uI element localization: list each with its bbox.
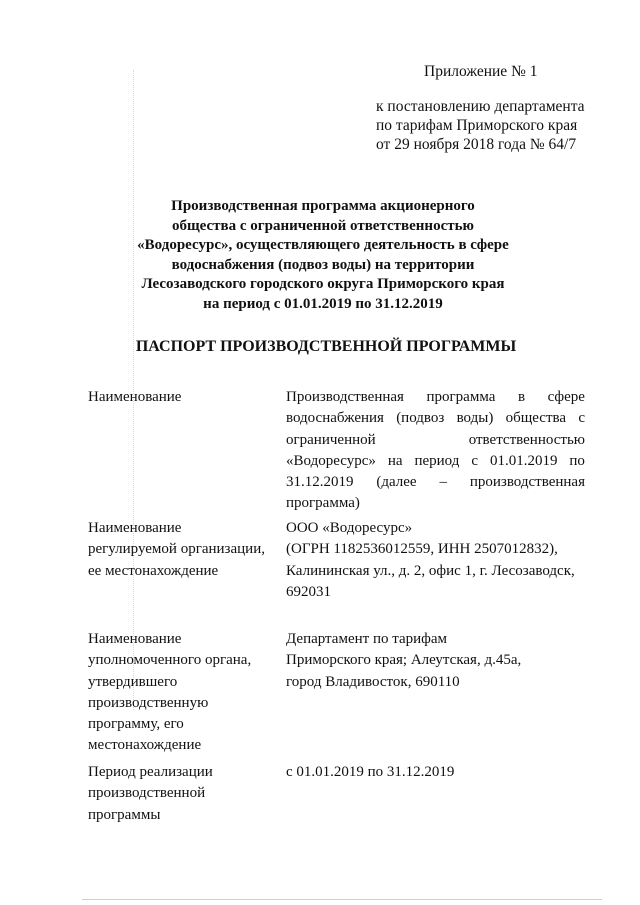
row-value-line — [286, 408, 585, 429]
row-label-line: производственной — [88, 785, 206, 802]
row-value-word: Производственная — [286, 389, 404, 405]
row-value-word: – — [439, 474, 447, 491]
row-value-word: производственная — [469, 474, 585, 491]
row-label — [88, 629, 278, 757]
passport-title: ПАСПОРТ ПРОИЗВОДСТВЕННОЙ ПРОГРАММЫ — [135, 338, 517, 355]
row-value-word: программа) — [286, 495, 360, 512]
program-title-line: водоснабжения (подвоз воды) на территории — [171, 256, 475, 273]
scan-bottom-line — [82, 899, 602, 900]
program-title-line: Лесозаводского городского округа Приморского края — [141, 276, 505, 292]
row-label-line: Наименование — [88, 520, 182, 536]
row-value-word: (далее — [376, 474, 417, 491]
annex-line: от 29 ноября 2018 года № 64/7 — [376, 136, 577, 153]
row-value-word: период — [414, 452, 460, 469]
row-label — [88, 518, 278, 582]
row-value-line: Приморского края; Алеутская, д.45а, — [286, 652, 522, 669]
row-value — [286, 518, 585, 603]
annex-line: по тарифам Приморского края — [376, 117, 578, 134]
row-value-line: Калининская ул., д. 2, офис 1, г. Лесозаводск, — [286, 562, 575, 579]
program-title-line: общества с ограниченной ответственностью — [172, 217, 474, 234]
row-value-word: 01.01.2019 — [489, 452, 558, 469]
annex-line: к постановлению департамента — [376, 98, 585, 115]
row-label-line: ее местонахождение — [88, 562, 219, 579]
row-value-line — [286, 430, 585, 451]
row-value-line: с 01.01.2019 по 31.12.2019 — [286, 764, 455, 780]
row-value-line — [286, 387, 585, 408]
row-value-line: Департамент по тарифам — [286, 631, 448, 647]
program-title-line: «Водоресурс», осуществляющего деятельность в сфере — [137, 237, 509, 253]
row-value — [286, 387, 585, 515]
row-value — [286, 762, 585, 783]
row-value-word: с — [471, 452, 478, 469]
row-label-line: Наименование — [88, 631, 182, 647]
row-value-line — [286, 493, 585, 514]
program-title-line: на период с 01.01.2019 по 31.12.2019 — [203, 295, 443, 312]
row-value-line: 692031 — [286, 583, 331, 600]
row-label-line: программу, его — [88, 716, 184, 733]
annex-title: Приложение № 1 — [424, 63, 538, 80]
annex-reference — [376, 97, 585, 154]
row-value-word: воды) — [456, 410, 494, 427]
row-value-line — [286, 451, 585, 472]
row-label — [88, 762, 278, 826]
row-value-word: на — [387, 452, 403, 469]
row-label-line: уполномоченного органа, — [88, 652, 252, 669]
row-value-line — [286, 472, 585, 493]
row-value-word: с — [578, 410, 585, 427]
row-value-word: «Водоресурс» — [286, 452, 376, 469]
row-value-word: в — [517, 389, 526, 405]
row-label-line: местонахождение — [88, 737, 202, 754]
row-value-word: водоснабжения — [286, 410, 384, 427]
row-value-word: по — [569, 452, 585, 469]
row-label-line: утвердившего — [88, 673, 178, 690]
row-value-word: программа — [426, 389, 496, 405]
row-value-word: общества — [505, 410, 567, 427]
program-title-line: Производственная программа акционерного — [171, 198, 475, 214]
row-value — [286, 629, 585, 693]
row-label-line: Период реализации — [88, 764, 213, 780]
row-value-line: ООО «Водоресурс» — [286, 520, 413, 536]
row-label-line: производственную — [88, 694, 209, 711]
row-value-word: ограниченной — [286, 431, 376, 448]
row-value-line: город Владивосток, 690110 — [286, 673, 460, 690]
row-value-line: (ОГРН 1182536012559, ИНН 2507012832), — [286, 541, 558, 558]
row-value-word: сфере — [547, 389, 585, 405]
row-label-line: Наименование — [88, 389, 182, 405]
row-label — [88, 387, 278, 408]
row-label-line: регулируемой организации, — [88, 541, 265, 558]
row-value-word: (подвоз — [396, 410, 445, 427]
program-title — [100, 197, 546, 314]
row-value-word: ответственностью — [468, 431, 585, 448]
row-label-line: программы — [88, 806, 161, 823]
row-value-word: 31.12.2019 — [286, 474, 354, 491]
